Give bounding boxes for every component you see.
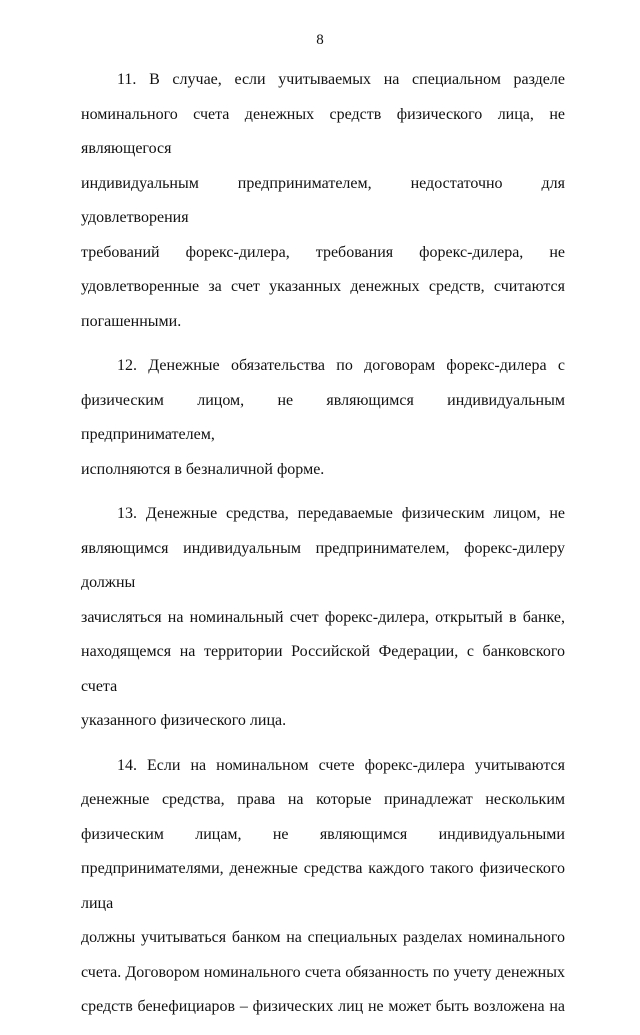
document-body <box>81 63 565 1035</box>
text-line: указанного физического лица. <box>81 712 287 729</box>
text-line: предпринимателями, денежные средства каждого такого физического лица <box>81 860 565 912</box>
paragraph-12 <box>81 349 565 487</box>
text-line: денежные средства, права на которые принадлежат нескольким <box>81 791 565 808</box>
text-line: исполняются в безналичной форме. <box>81 460 325 478</box>
text-line: требований форекс-дилера, требования форекс-дилера, не <box>81 243 565 261</box>
text-line: индивидуальным предпринимателем, недостаточно для удовлетворения <box>81 174 565 226</box>
text-line: находящемся на территории Российской Федерации, с банковского счета <box>81 643 565 695</box>
text-line: являющимся индивидуальным предпринимателем, форекс-дилеру должны <box>81 539 565 591</box>
text-line: зачисляться на номинальный счет форекс-дилера, открытый в банке, <box>81 608 565 626</box>
text-line: физическим лицам, не являющимся индивидуальными <box>81 825 565 843</box>
page-number: 8 <box>316 32 324 48</box>
text-line: 11. В случае, если учитываемых на специальном разделе <box>117 71 565 88</box>
text-line: счета. Договором номинального счета обязанность по учету денежных <box>81 963 565 981</box>
text-line: погашенными. <box>81 312 182 330</box>
text-line: номинального счета денежных средств физического лица, не являющегося <box>81 105 565 157</box>
text-line: 12. Денежные обязательства по договорам форекс-дилера с <box>117 357 565 374</box>
text-line: средств бенефициаров – физических лиц не может быть возложена на <box>81 998 565 1015</box>
text-line: 14. Если на номинальном счете форекс-дилера учитываются <box>117 756 565 774</box>
text-line: удовлетворенные за счет указанных денежных средств, считаются <box>81 278 565 295</box>
paragraph-13 <box>81 497 565 739</box>
paragraph-14 <box>81 749 565 1025</box>
text-line: физическим лицом, не являющимся индивидуальным предпринимателем, <box>81 391 565 443</box>
paragraph-11 <box>81 63 565 339</box>
text-line: должны учитываться банком на специальных разделах номинального <box>81 929 565 946</box>
text-line: 13. Денежные средства, передаваемые физическим лицом, не <box>117 505 565 522</box>
